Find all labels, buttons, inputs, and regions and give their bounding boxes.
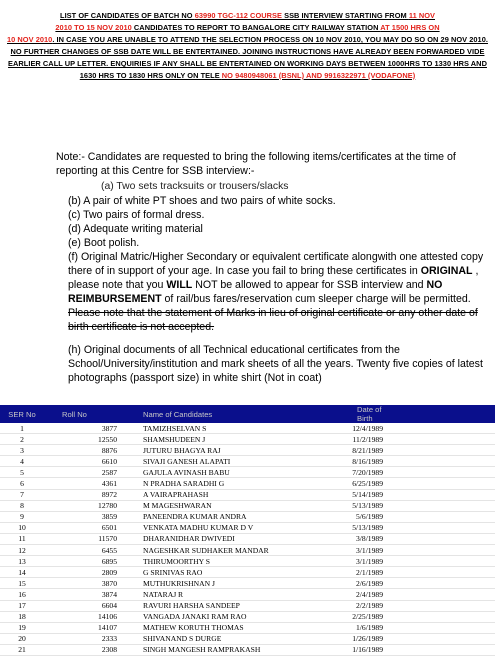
item-h: (h) Original documents of all Technical educational certificates from the School/University/institution and mark sheets of all the years. Twenty five copies of latest photographs (passport size) in white shirt (Not in coat) bbox=[68, 344, 483, 384]
dob-cell: 2/6/1989 bbox=[335, 578, 495, 589]
roll-no-cell: 6604 bbox=[44, 600, 125, 611]
dob-cell: 3/1/1989 bbox=[335, 556, 495, 567]
ser-no-cell: 19 bbox=[0, 622, 44, 633]
name-cell: SIVAJI GANESH ALAPATI bbox=[125, 456, 335, 467]
ser-no-cell: 4 bbox=[0, 456, 44, 467]
roll-no-cell: 6895 bbox=[44, 556, 125, 567]
table-row bbox=[0, 545, 495, 556]
dob-cell: 8/16/1989 bbox=[335, 456, 495, 467]
roll-no-cell: 2308 bbox=[44, 644, 125, 655]
col-ser-no: SER No bbox=[8, 409, 36, 419]
item-f-text: (f) Original Matric/Higher Secondary or equivalent certificate alongwith one attested copy there of in support of your age. In case you fail to bring these certificates in bbox=[68, 251, 484, 277]
roll-no-cell: 12550 bbox=[44, 434, 125, 445]
roll-no-cell: 3870 bbox=[44, 578, 125, 589]
roll-no-cell: 6455 bbox=[44, 545, 125, 556]
dob-cell: 5/13/1989 bbox=[335, 500, 495, 511]
table-row bbox=[0, 533, 495, 544]
roll-no-cell: 8972 bbox=[44, 489, 125, 500]
name-cell: G SRINIVAS RAO bbox=[125, 567, 335, 578]
name-cell: THIRUMOORTHY S bbox=[125, 556, 335, 567]
header-text: LIST OF CANDIDATES OF BATCH NO bbox=[60, 11, 195, 20]
ser-no-cell: 2 bbox=[0, 434, 44, 445]
table-row bbox=[0, 556, 495, 567]
roll-no-cell: 12780 bbox=[44, 500, 125, 511]
item-f-will: WILL bbox=[166, 279, 193, 291]
dob-cell: 2/2/1989 bbox=[335, 600, 495, 611]
ser-no-cell: 1 bbox=[0, 423, 44, 434]
header-text: SSB INTERVIEW STARTING FROM bbox=[281, 11, 409, 20]
col-dob: Date of Birth bbox=[357, 405, 382, 423]
batch-number: 63990 TGC-112 COURSE bbox=[194, 11, 282, 20]
table-row bbox=[0, 456, 495, 467]
dob-cell: 1/16/1989 bbox=[335, 644, 495, 655]
ser-no-cell: 8 bbox=[0, 500, 44, 511]
item-e: (e) Boot polish. bbox=[68, 237, 140, 249]
ser-no-cell: 9 bbox=[0, 511, 44, 522]
item-f bbox=[68, 250, 488, 306]
dob-cell: 12/4/1989 bbox=[335, 423, 495, 434]
table-row bbox=[0, 611, 495, 622]
table-row bbox=[0, 500, 495, 511]
dob-cell: 7/20/1989 bbox=[335, 467, 495, 478]
item-f-text: NOT be allowed to appear for SSB interview and bbox=[192, 279, 427, 291]
name-cell: SINGH MANGESH RAMPRAKASH bbox=[125, 644, 335, 655]
item-f-no-reimbursement: NO REIMBURSEMENT bbox=[68, 279, 443, 305]
report-date: 10 NOV 2010 bbox=[7, 35, 53, 44]
note-paragraph bbox=[56, 150, 488, 178]
ser-no-cell: 13 bbox=[0, 556, 44, 567]
table-row bbox=[0, 434, 495, 445]
name-cell: TAMIZHSELVAN S bbox=[125, 423, 335, 434]
report-time: AT 1500 HRS ON bbox=[380, 23, 440, 32]
roll-no-cell: 14106 bbox=[44, 611, 125, 622]
dob-cell: 5/13/1989 bbox=[335, 522, 495, 533]
table-row bbox=[0, 578, 495, 589]
ser-no-cell: 11 bbox=[0, 533, 44, 544]
ser-no-cell: 20 bbox=[0, 633, 44, 644]
table-row bbox=[0, 478, 495, 489]
table-row bbox=[0, 467, 495, 478]
roll-no-cell: 2333 bbox=[44, 633, 125, 644]
roll-no-cell: 11570 bbox=[44, 533, 125, 544]
note-text: Note:- Candidates are requested to bring the following items/certificates at the time of reporting at this Centre for SSB interview:- bbox=[56, 151, 456, 177]
name-cell: NATARAJ R bbox=[125, 589, 335, 600]
table-row bbox=[0, 567, 495, 578]
table-row bbox=[0, 633, 495, 644]
table-row bbox=[0, 622, 495, 633]
name-cell: RAVURI HARSHA SANDEEP bbox=[125, 600, 335, 611]
dob-cell: 3/8/1989 bbox=[335, 533, 495, 544]
ser-no-cell: 3 bbox=[0, 445, 44, 456]
dob-cell: 6/25/1989 bbox=[335, 478, 495, 489]
dob-cell: 11/2/1989 bbox=[335, 434, 495, 445]
ser-no-cell: 15 bbox=[0, 578, 44, 589]
name-cell: SHAMSHUDEEN J bbox=[125, 434, 335, 445]
col-roll-no: Roll No bbox=[62, 409, 87, 419]
col-name: Name of Candidates bbox=[143, 409, 213, 419]
table-row bbox=[0, 511, 495, 522]
dob-cell: 3/1/1989 bbox=[335, 545, 495, 556]
roll-no-cell: 6610 bbox=[44, 456, 125, 467]
table-row bbox=[0, 522, 495, 533]
table-row bbox=[0, 600, 495, 611]
roll-no-cell: 3877 bbox=[44, 423, 125, 434]
roll-no-cell: 8876 bbox=[44, 445, 125, 456]
table-row bbox=[0, 644, 495, 655]
item-c: (c) Two pairs of formal dress. bbox=[68, 209, 205, 221]
dob-cell: 2/25/1989 bbox=[335, 611, 495, 622]
header-text: . IN CASE YOU ARE UNABLE TO ATTEND THE SELECTION PROCESS ON 10 NOV 2010, YOU MAY DO SO ON 29 NOV 2010. NO FURTHER CHANGES OF SSB DATE WILL BE ENTERTAINED. JOINING INSTRUCTIONS HAVE ALREADY BEEN FORWARDED VIDE EARLIER CALL UP LETTER. ENQUIRIES IF ANY SHALL BE ENTERTAINED ON WORKING DAYS BETWEEN 1000HRS TO 1330 HRS AND 1630 HRS TO 1830 HRS ONLY ON TELE bbox=[8, 35, 488, 80]
ser-no-cell: 6 bbox=[0, 478, 44, 489]
dob-cell: 8/21/1989 bbox=[335, 445, 495, 456]
start-date: 11 NOV bbox=[408, 11, 435, 20]
ser-no-cell: 5 bbox=[0, 467, 44, 478]
name-cell: JUTURU BHAGYA RAJ bbox=[125, 445, 335, 456]
item-f-text: of rail/bus fares/reservation cum sleeper charge will be permitted. bbox=[161, 293, 471, 305]
ser-no-cell: 17 bbox=[0, 600, 44, 611]
items-list bbox=[68, 180, 488, 334]
header-text: CANDIDATES TO REPORT TO BANGALORE CITY RAILWAY STATION bbox=[131, 23, 381, 32]
date-range: 2010 TO 15 NOV 2010 bbox=[55, 23, 132, 32]
name-cell: MUTHUKRISHNAN J bbox=[125, 578, 335, 589]
candidates-table bbox=[0, 405, 495, 656]
table-header-row bbox=[0, 405, 495, 423]
name-cell: M MAGESHWARAN bbox=[125, 500, 335, 511]
item-d: (d) Adequate writing material bbox=[68, 223, 203, 235]
roll-no-cell: 14107 bbox=[44, 622, 125, 633]
item-f-original: ORIGINAL bbox=[420, 265, 473, 277]
dob-cell: 2/4/1989 bbox=[335, 589, 495, 600]
table-row bbox=[0, 423, 495, 434]
name-cell: N PRADHA SARADHI G bbox=[125, 478, 335, 489]
table-row bbox=[0, 589, 495, 600]
roll-no-cell: 3874 bbox=[44, 589, 125, 600]
ser-no-cell: 12 bbox=[0, 545, 44, 556]
roll-no-cell: 6501 bbox=[44, 522, 125, 533]
ser-no-cell: 18 bbox=[0, 611, 44, 622]
dob-cell: 5/14/1989 bbox=[335, 489, 495, 500]
roll-no-cell: 2587 bbox=[44, 467, 125, 478]
ser-no-cell: 21 bbox=[0, 644, 44, 655]
item-f-text: , please note that you bbox=[68, 265, 479, 291]
table-row bbox=[0, 445, 495, 456]
name-cell: NAGESHKAR SUDHAKER MANDAR bbox=[125, 545, 335, 556]
roll-no-cell: 4361 bbox=[44, 478, 125, 489]
ser-no-cell: 7 bbox=[0, 489, 44, 500]
dob-cell: 5/6/1989 bbox=[335, 511, 495, 522]
name-cell: VANGADA JANAKI RAM RAO bbox=[125, 611, 335, 622]
table-row bbox=[0, 489, 495, 500]
name-cell: SHIVANAND S DURGE bbox=[125, 633, 335, 644]
roll-no-cell: 3859 bbox=[44, 511, 125, 522]
table-body bbox=[0, 423, 495, 655]
dob-cell: 1/26/1989 bbox=[335, 633, 495, 644]
dob-cell: 1/6/1989 bbox=[335, 622, 495, 633]
ser-no-cell: 14 bbox=[0, 567, 44, 578]
roll-no-cell: 2809 bbox=[44, 567, 125, 578]
name-cell: GAJULA AVINASH BABU bbox=[125, 467, 335, 478]
header-notice bbox=[6, 10, 489, 82]
contact-numbers: NO 9480948061 (BSNL) AND 9916322971 (VODAFONE) bbox=[221, 71, 416, 80]
dob-cell: 2/1/1989 bbox=[335, 567, 495, 578]
item-a: (a) Two sets tracksuits or trousers/slacks bbox=[101, 181, 289, 192]
name-cell: A VAIRAPRAHASH bbox=[125, 489, 335, 500]
name-cell: PANEENDRA KUMAR ANDRA bbox=[125, 511, 335, 522]
name-cell: DHARANIDHAR DWIVEDI bbox=[125, 533, 335, 544]
item-b: (b) A pair of white PT shoes and two pairs of white socks. bbox=[68, 195, 336, 207]
name-cell: VENKATA MADHU KUMAR D V bbox=[125, 522, 335, 533]
ser-no-cell: 10 bbox=[0, 522, 44, 533]
item-h-block bbox=[68, 343, 488, 385]
item-f-note: Please note that the statement of Marks in lieu of original certificate or any other date of birth certificate is not accepted. bbox=[68, 307, 478, 333]
name-cell: MATHEW KORUTH THOMAS bbox=[125, 622, 335, 633]
ser-no-cell: 16 bbox=[0, 589, 44, 600]
